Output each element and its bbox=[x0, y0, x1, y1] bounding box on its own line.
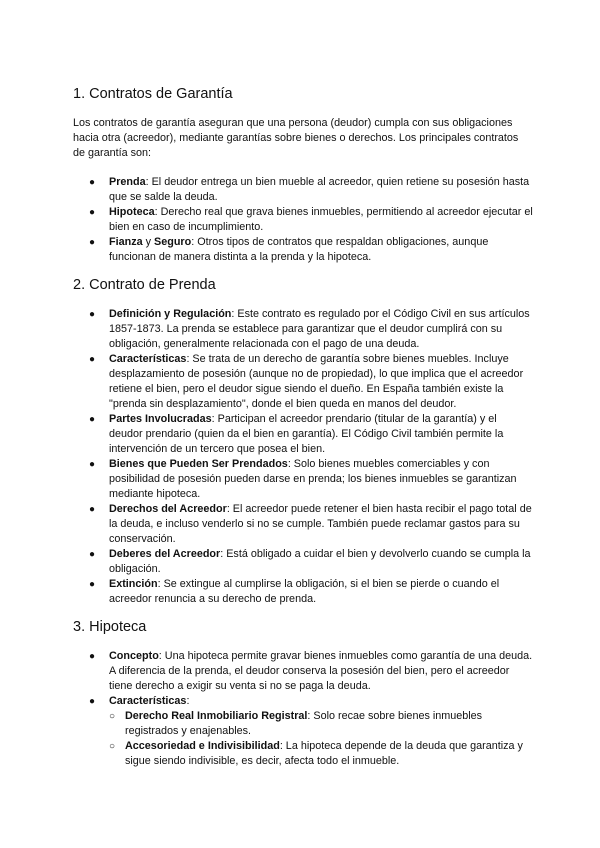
section-2-title: 2. Contrato de Prenda bbox=[73, 277, 216, 293]
list-item bbox=[73, 412, 533, 457]
section-1-title: 1. Contratos de Garantía bbox=[73, 86, 233, 102]
item-term: Derechos del Acreedor bbox=[109, 503, 227, 515]
item-term: Derecho Real Inmobiliario Registral bbox=[125, 710, 308, 722]
bullet-icon: ● bbox=[89, 696, 96, 707]
sub-list-item bbox=[109, 709, 533, 739]
item-term: Extinción bbox=[109, 578, 158, 590]
item-term: Hipoteca bbox=[109, 206, 155, 218]
item-text: : Este contrato es regulado por el Código Civil en sus artículos 1857-1873. La prenda se establece para garantizar que el deudor cumplirá con su obligación, generalmente relacionada con el pago de una deuda. bbox=[109, 308, 530, 350]
item-term: Prenda bbox=[109, 176, 146, 188]
bullet-icon: ● bbox=[89, 459, 96, 470]
list-item bbox=[73, 547, 533, 577]
list-item bbox=[73, 175, 533, 205]
item-text: : Participan el acreedor prendario (titular de la garantía) y el deudor prendario (quien da el bien en garantía). El Código Civil también permite la intervención de un tercero que posea el bien. bbox=[109, 413, 504, 455]
item-term: Partes Involucradas bbox=[109, 413, 212, 425]
item-term: Bienes que Pueden Ser Prendados bbox=[109, 458, 288, 470]
item-term: Concepto bbox=[109, 650, 159, 662]
list-item bbox=[73, 205, 533, 235]
list-item bbox=[73, 649, 533, 694]
item-text: : Se trata de un derecho de garantía sobre bienes muebles. Incluye desplazamiento de posesión (aunque no de propiedad), lo que implica que el acreedor retiene el bien, pero el deudor sigue siendo el dueño. En España también existe la "prenda sin desplazamiento", donde el bien queda en manos del deudor. bbox=[109, 353, 524, 410]
list-item bbox=[73, 694, 533, 769]
list-item bbox=[73, 235, 533, 265]
item-text: : Derecho real que grava bienes inmuebles, permitiendo al acreedor ejecutar el bien en caso de incumplimiento. bbox=[109, 206, 533, 233]
bullet-icon: ● bbox=[89, 579, 96, 590]
list-item bbox=[73, 307, 533, 352]
item-text: : La hipoteca depende de la deuda que garantiza y sigue siendo indivisible, es decir, afecta todo el inmueble. bbox=[125, 740, 523, 767]
bullet-icon: ● bbox=[89, 177, 96, 188]
item-text: : Se extingue al cumplirse la obligación, si el bien se pierde o cuando el acreedor renuncia a su derecho de prenda. bbox=[109, 578, 500, 605]
bullet-icon: ● bbox=[89, 549, 96, 560]
item-text: : Solo bienes muebles comerciables y con posibilidad de posesión pueden darse en prenda; los bienes inmuebles se garantizan mediante hipoteca. bbox=[109, 458, 517, 500]
bullet-icon: ● bbox=[89, 354, 96, 365]
list-item bbox=[73, 577, 533, 607]
item-term: Características bbox=[109, 695, 187, 707]
item-term: Seguro bbox=[154, 236, 192, 248]
circle-bullet-icon: ○ bbox=[109, 711, 116, 722]
section-3-list bbox=[73, 649, 533, 769]
bullet-icon: ● bbox=[89, 237, 96, 248]
item-term: Características bbox=[109, 353, 187, 365]
item-text: : bbox=[186, 695, 190, 707]
sub-list-item bbox=[109, 739, 533, 769]
section-1-intro: Los contratos de garantía aseguran que una persona (deudor) cumpla con sus obligaciones hacia otra (acreedor), mediante garantías sobre bienes o derechos. Los principales contratos de garantía son: bbox=[73, 117, 519, 159]
bullet-icon: ● bbox=[89, 207, 96, 218]
section-1-list bbox=[73, 175, 533, 265]
bullet-icon: ● bbox=[89, 309, 96, 320]
sub-list bbox=[109, 709, 533, 769]
item-text: : El deudor entrega un bien mueble al acreedor, quien retiene su posesión hasta que se salde la deuda. bbox=[109, 176, 530, 203]
item-term: Definición y Regulación bbox=[109, 308, 232, 320]
item-text: : Otros tipos de contratos que respaldan obligaciones, aunque funcionan de manera distinta a la prenda y la hipoteca. bbox=[109, 236, 489, 263]
list-item bbox=[73, 352, 533, 412]
list-item bbox=[73, 457, 533, 502]
item-text: : El acreedor puede retener el bien hasta recibir el pago total de la deuda, e incluso venderlo si no se cumple. También puede reclamar gastos para su conservación. bbox=[109, 503, 532, 545]
bullet-icon: ● bbox=[89, 414, 96, 425]
section-3-title: 3. Hipoteca bbox=[73, 619, 147, 635]
item-text: : Está obligado a cuidar el bien y devolverlo cuando se cumpla la obligación. bbox=[109, 548, 531, 575]
circle-bullet-icon: ○ bbox=[109, 741, 116, 752]
section-2-list bbox=[73, 307, 533, 607]
item-term: Deberes del Acreedor bbox=[109, 548, 221, 560]
item-connector: y bbox=[142, 236, 155, 248]
bullet-icon: ● bbox=[89, 651, 96, 662]
list-item bbox=[73, 502, 533, 547]
item-term: Accesoriedad e Indivisibilidad bbox=[125, 740, 280, 752]
bullet-icon: ● bbox=[89, 504, 96, 515]
document-page bbox=[73, 84, 533, 769]
item-term: Fianza bbox=[109, 236, 143, 248]
item-text: : Solo recae sobre bienes inmuebles registrados y enajenables. bbox=[125, 710, 483, 737]
item-text: : Una hipoteca permite gravar bienes inmuebles como garantía de una deuda. A diferencia de la prenda, el deudor conserva la posesión del bien, pero el acreedor tiene derecho a exigir su venta si no se paga la deuda. bbox=[109, 650, 533, 692]
